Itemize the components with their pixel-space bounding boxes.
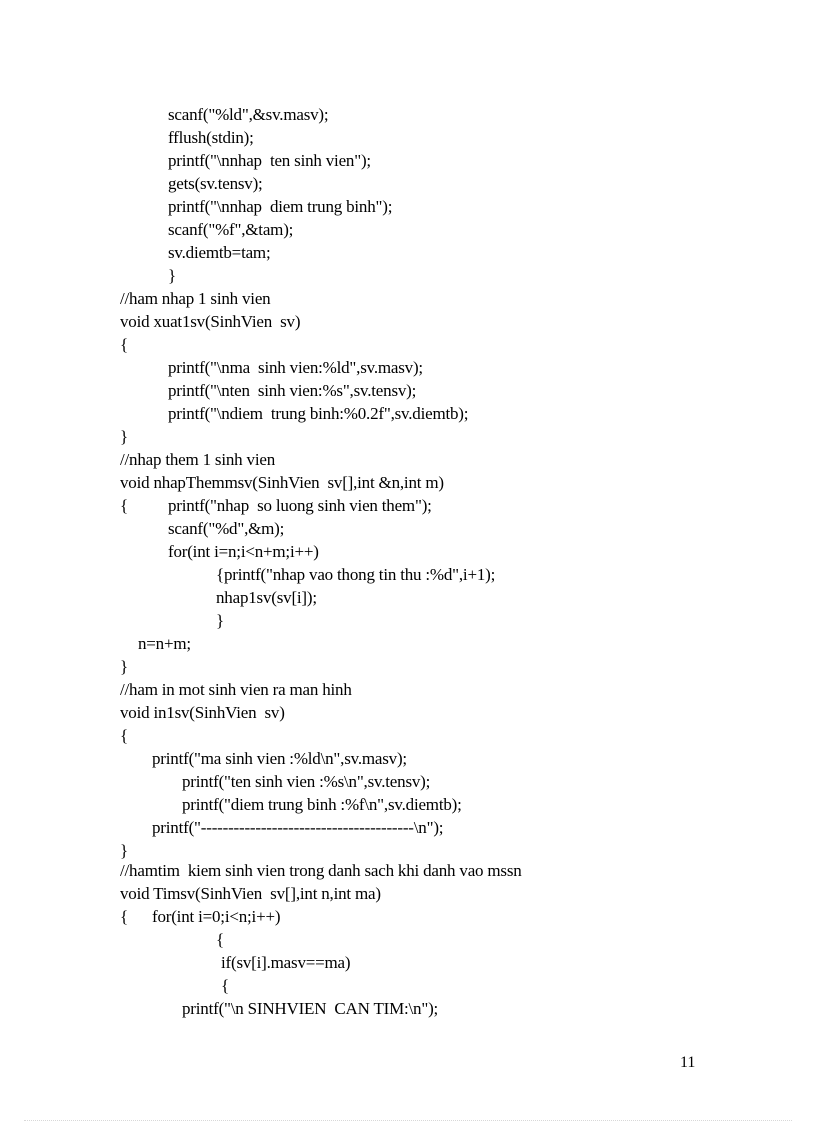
code-line: } xyxy=(216,611,224,630)
code-line: { xyxy=(216,930,224,949)
code-line: scanf("%d",&m); xyxy=(168,519,285,538)
code-line: printf("nhap so luong sinh vien them"); xyxy=(168,496,432,515)
code-line: for(int i=0;i<n;i++) xyxy=(152,907,281,926)
code-line: nhap1sv(sv[i]); xyxy=(216,588,317,607)
code-line: //hamtim kiem sinh vien trong danh sach khi danh vao mssn xyxy=(120,861,522,880)
code-line: { xyxy=(120,496,128,515)
code-line: for(int i=n;i<n+m;i++) xyxy=(168,542,319,561)
code-line: printf("\nma sinh vien:%ld",sv.masv); xyxy=(168,358,423,377)
code-line: fflush(stdin); xyxy=(168,128,254,147)
code-line: { xyxy=(120,335,128,354)
code-line: printf("---------------------------------------\n"); xyxy=(152,818,444,837)
code-line: printf("ma sinh vien :%ld\n",sv.masv); xyxy=(152,749,407,768)
code-line: n=n+m; xyxy=(138,634,191,653)
code-line: scanf("%ld",&sv.masv); xyxy=(168,105,329,124)
code-line: printf("\nten sinh vien:%s",sv.tensv); xyxy=(168,381,417,400)
code-line: //ham in mot sinh vien ra man hinh xyxy=(120,680,352,699)
code-line: void nhapThemmsv(SinhVien sv[],int &n,int m) xyxy=(120,473,444,492)
code-line: } xyxy=(120,657,128,676)
code-line: printf("\ndiem trung binh:%0.2f",sv.diemtb); xyxy=(168,404,469,423)
code-line: {printf("nhap vao thong tin thu :%d",i+1); xyxy=(216,565,496,584)
code-line: void Timsv(SinhVien sv[],int n,int ma) xyxy=(120,884,381,903)
code-line: } xyxy=(120,427,128,446)
code-line: { xyxy=(120,726,128,745)
code-line: printf("diem trung binh :%f\n",sv.diemtb); xyxy=(182,795,462,814)
code-line: sv.diemtb=tam; xyxy=(168,243,271,262)
code-line: printf("\nnhap diem trung binh"); xyxy=(168,197,393,216)
code-line: printf("\nnhap ten sinh vien"); xyxy=(168,151,371,170)
code-line: gets(sv.tensv); xyxy=(168,174,263,193)
code-line: { xyxy=(120,907,128,926)
code-line: //nhap them 1 sinh vien xyxy=(120,450,275,469)
page-number: 11 xyxy=(680,1054,696,1071)
code-line: printf("\n SINHVIEN CAN TIM:\n"); xyxy=(182,999,439,1018)
code-line: //ham nhap 1 sinh vien xyxy=(120,289,271,308)
code-line: void xuat1sv(SinhVien sv) xyxy=(120,312,301,331)
code-line: } xyxy=(168,266,176,285)
code-line: void in1sv(SinhVien sv) xyxy=(120,703,285,722)
code-line: printf("ten sinh vien :%s\n",sv.tensv); xyxy=(182,772,431,791)
code-line: } xyxy=(120,841,128,860)
code-line: { xyxy=(221,976,229,995)
page-bottom-divider xyxy=(24,1120,792,1121)
code-line: if(sv[i].masv==ma) xyxy=(221,953,351,972)
code-line: scanf("%f",&tam); xyxy=(168,220,294,239)
